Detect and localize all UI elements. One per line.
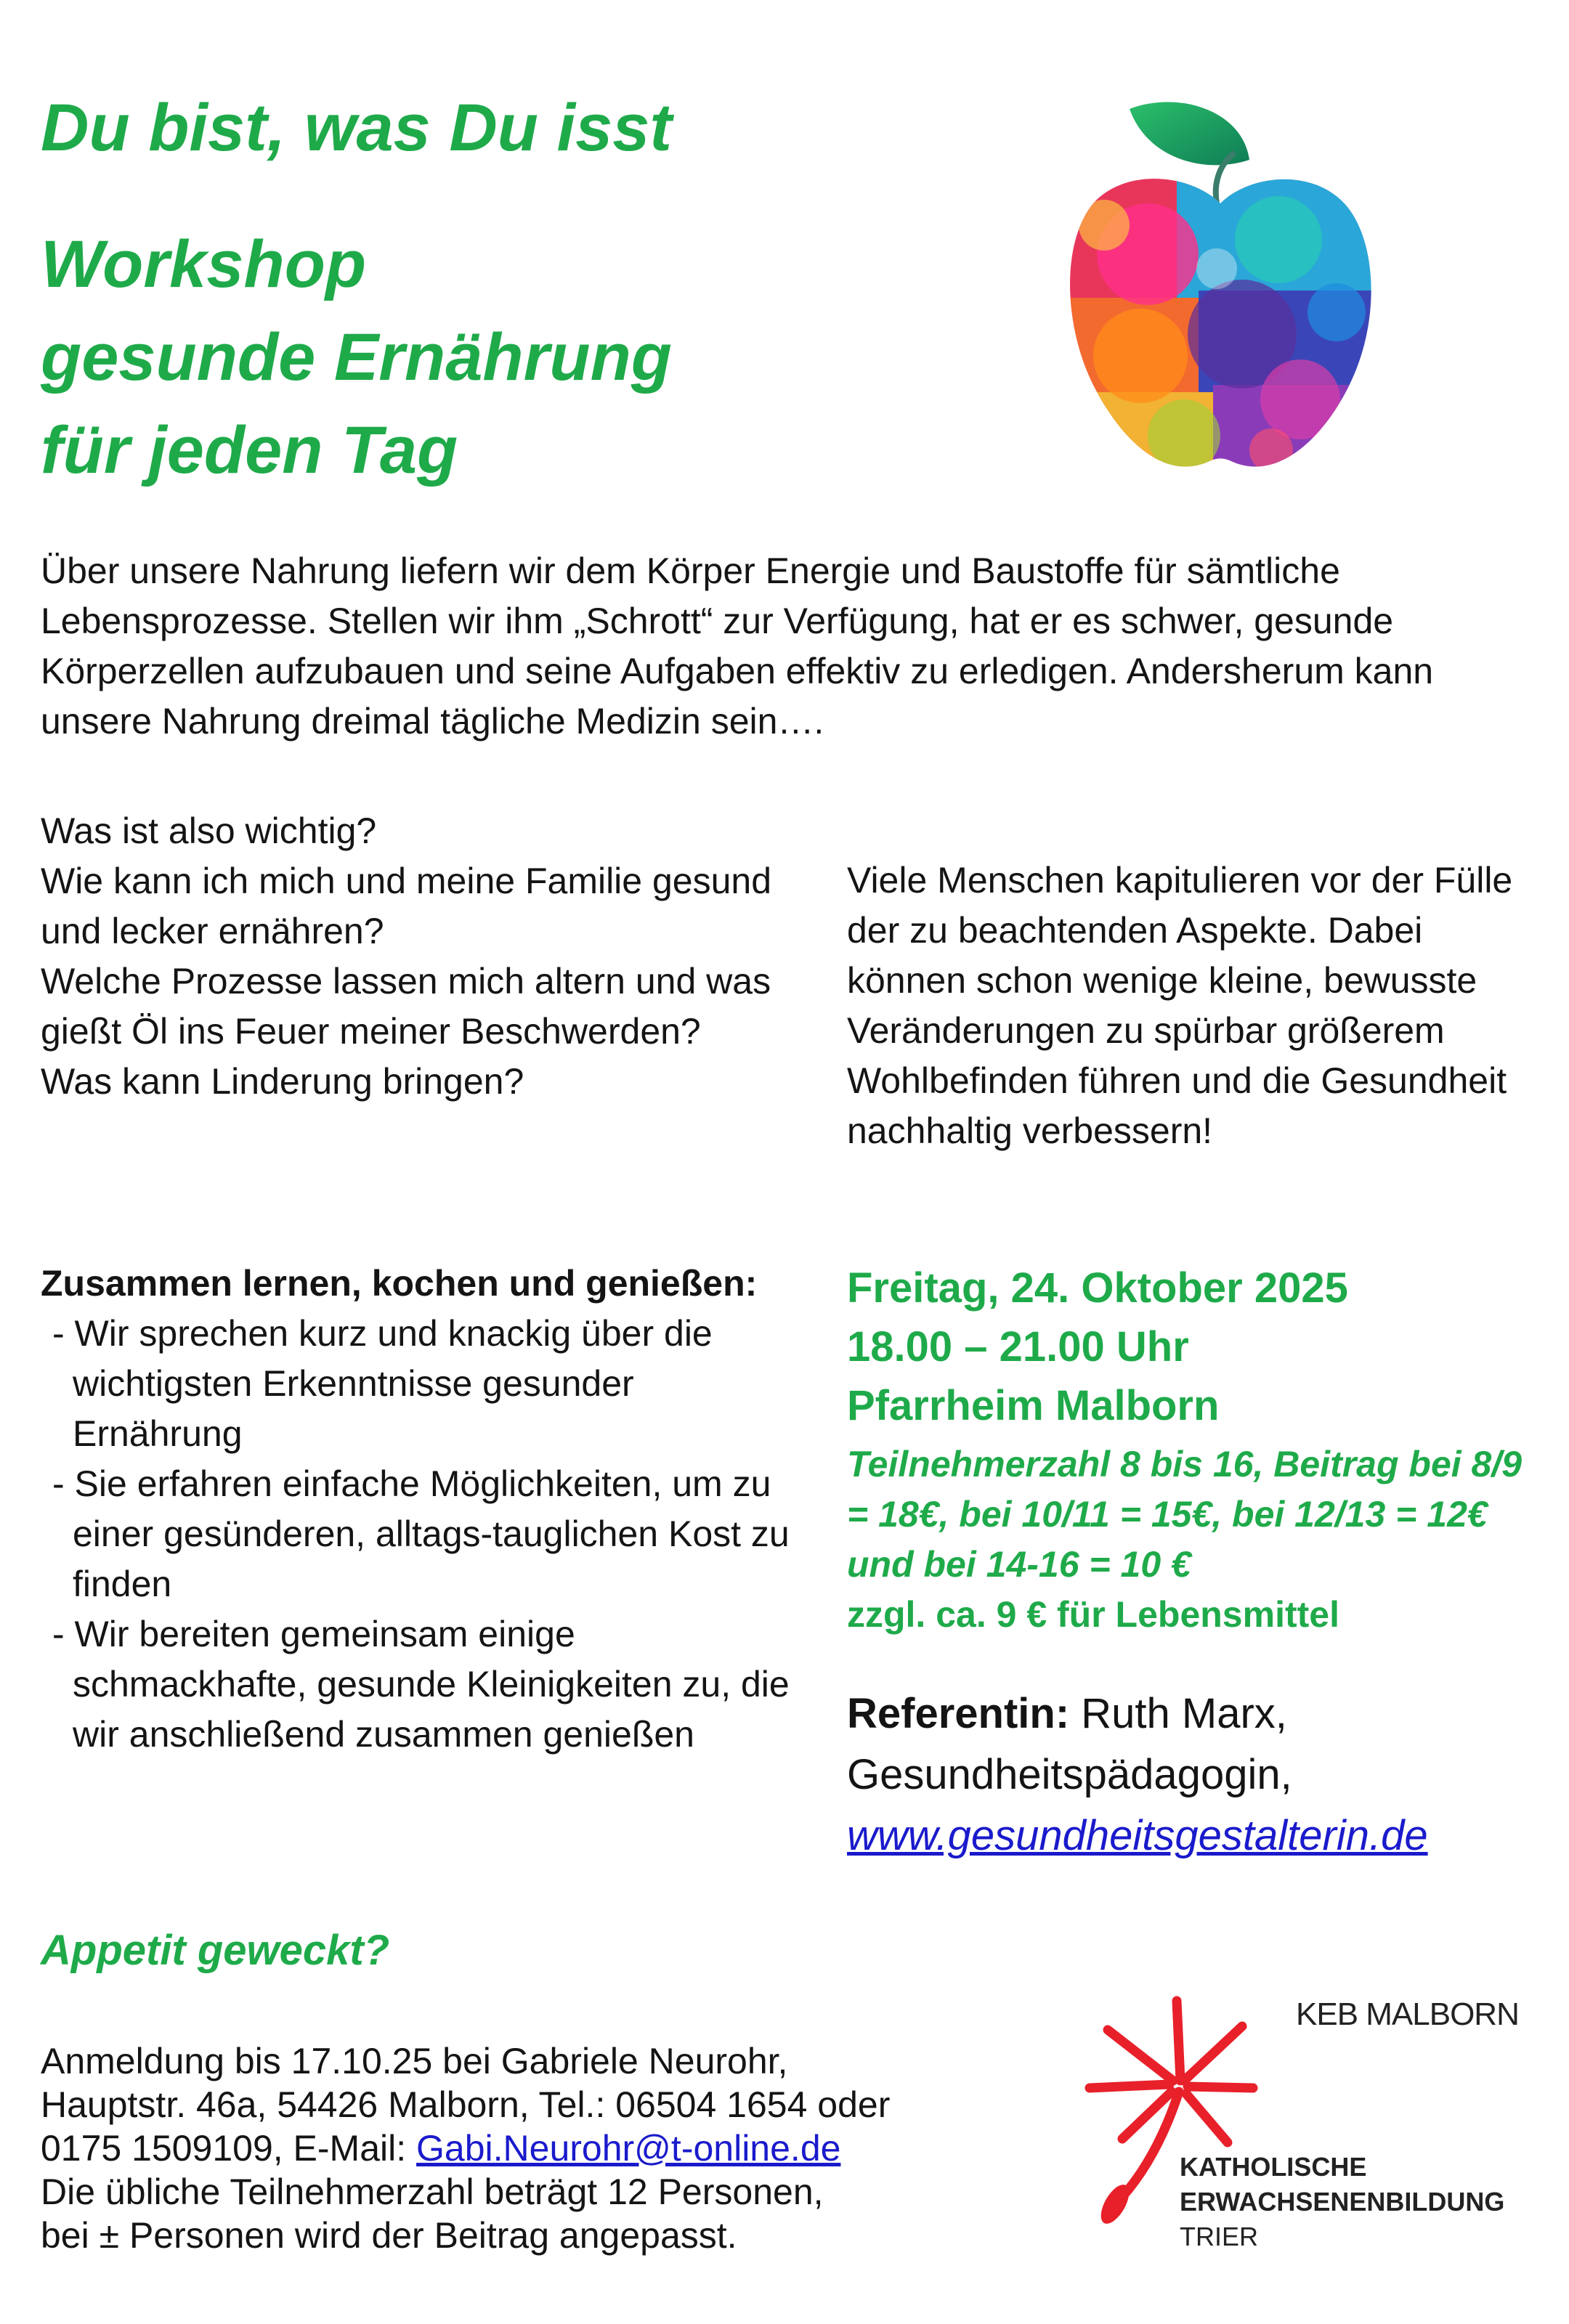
- event-time: 18.00 – 21.00 Uhr: [847, 1323, 1189, 1370]
- registration-line-4: Die übliche Teilnehmerzahl beträgt 12 Personen,: [41, 2171, 824, 2212]
- program-item: - Wir bereiten gemeinsam einige schmackhafte, gesunde Kleinigkeiten zu, die wir anschließend zusammen genießen: [52, 1614, 790, 1755]
- org-line-1: KATHOLISCHE: [1180, 2152, 1367, 2182]
- program-list: [41, 1309, 811, 1760]
- keb-malborn-label: KEB MALBORN: [1296, 1996, 1519, 2032]
- speaker-website-link[interactable]: www.gesundheitsgestalterin.de: [847, 1812, 1428, 1859]
- watercolor-apple-image: [1061, 94, 1380, 487]
- registration-line-1: Anmeldung bis 17.10.25 bei Gabriele Neurohr,: [41, 2041, 788, 2081]
- speaker-info: [847, 1683, 1544, 1866]
- question-2: Wie kann ich mich und meine Familie gesund und lecker ernähren?: [41, 861, 772, 951]
- event-extra-cost: zzgl. ca. 9 € für Lebensmittel: [847, 1594, 1339, 1635]
- email-link[interactable]: Gabi.Neurohr@t-online.de: [416, 2128, 841, 2169]
- event-place: Pfarrheim Malborn: [847, 1382, 1220, 1429]
- registration-line-2: Hauptstr. 46a, 54426 Malborn, Tel.: 06504 1654 oder: [41, 2084, 891, 2125]
- intro-paragraph: Über unsere Nahrung liefern wir dem Körper Energie und Baustoffe für sämtliche Lebensprozesse. Stellen wir ihm „Schrott“ zur Verfügung, hat er es schwer, gesunde Körperzellen aufzubauen und seine Aufgaben effektiv zu erledigen. Andersherum kann unsere Nahrung dreimal tägliche Medizin sein….: [41, 550, 1434, 742]
- question-1: Was ist also wichtig?: [41, 810, 377, 851]
- title-line-1: Du bist, was Du isst: [41, 91, 673, 165]
- workshop-title: [41, 218, 672, 497]
- program-heading: Zusammen lernen, kochen und genießen:: [41, 1263, 758, 1304]
- org-line-3: TRIER: [1180, 2222, 1258, 2251]
- question-3: Welche Prozesse lassen mich altern und was gießt Öl ins Feuer meiner Beschwerden?: [41, 961, 771, 1052]
- event-details: [847, 1259, 1544, 1640]
- appetit-heading: Appetit geweckt?: [41, 1927, 390, 1974]
- registration-line-5: bei ± Personen wird der Beitrag angepasst.: [41, 2215, 737, 2256]
- organization-name: [1180, 2150, 1504, 2254]
- speaker-name: Ruth Marx,: [1081, 1690, 1287, 1737]
- event-date: Freitag, 24. Oktober 2025: [847, 1264, 1348, 1312]
- workshop-title-line-1: Workshop: [41, 227, 367, 301]
- questions-block: [41, 806, 811, 1107]
- event-fees: Teilnehmerzahl 8 bis 16, Beitrag bei 8/9 = 18€, bei 10/11 = 15€, bei 12/13 = 12€ und bei 14-16 = 10 €: [847, 1444, 1523, 1585]
- workshop-title-line-3: für jeden Tag: [41, 413, 458, 487]
- page-title: [41, 81, 672, 174]
- event-fees-block: [847, 1439, 1544, 1640]
- registration-line-3: 0175 1509109, E-Mail:: [41, 2128, 417, 2169]
- program-section: [41, 1259, 811, 1760]
- program-item: - Wir sprechen kurz und knackig über die wichtigsten Erkenntnisse gesunder Ernährung: [52, 1313, 713, 1454]
- workshop-title-line-2: gesunde Ernährung: [41, 320, 672, 394]
- speaker-role: Gesundheitspädagogin,: [847, 1751, 1292, 1798]
- program-item: - Sie erfahren einfache Möglichkeiten, um zu einer gesünderen, alltags-tauglichen Kost zu finden: [52, 1463, 790, 1604]
- registration-info: [41, 2039, 1058, 2257]
- apple-body: [1061, 167, 1380, 487]
- motivation-paragraph: Viele Menschen kapitulieren vor der Fülle der zu beachtenden Aspekte. Dabei können schon wenige kleine, bewusste Veränderungen zu spürbar größerem Wohlbefinden führen und die Gesundheit nachhaltig verbessern!: [847, 860, 1513, 1151]
- org-line-2: ERWACHSENENBILDUNG: [1180, 2187, 1505, 2217]
- question-4: Was kann Linderung bringen?: [41, 1061, 524, 1102]
- speaker-label: Referentin:: [847, 1690, 1070, 1737]
